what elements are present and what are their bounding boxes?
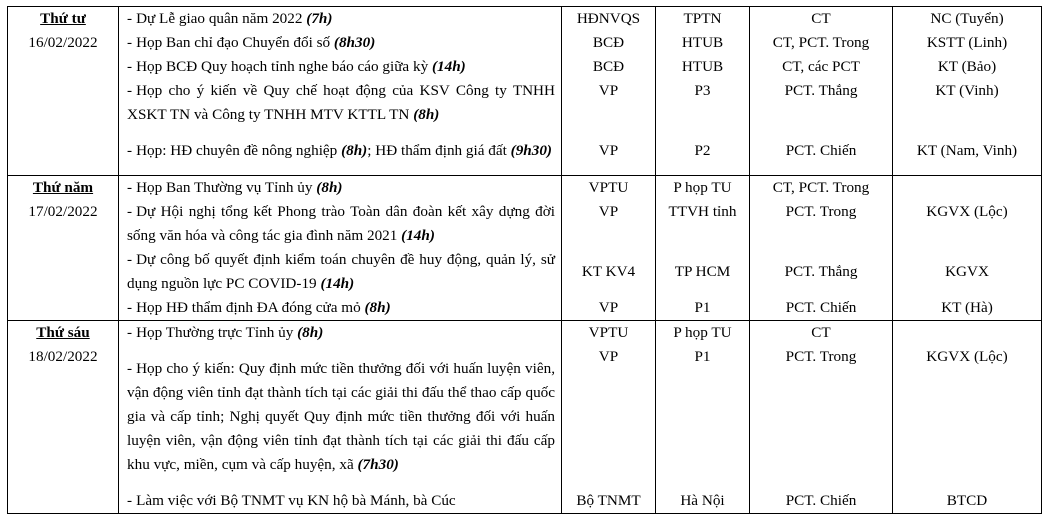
unit-value: KT KV4: [581, 263, 636, 280]
component-value: PCT. Chiến: [785, 299, 857, 316]
item-time: (14h): [431, 58, 466, 75]
content-cell: [119, 321, 562, 514]
item-time: (7h30): [357, 456, 399, 473]
item-text-2: ; HĐ thẩm định giá đất: [367, 142, 507, 159]
place-value: TTVH tỉnh: [668, 203, 737, 220]
item-time: (8h): [413, 106, 440, 123]
specialist-value: KGVX: [945, 263, 989, 280]
component-value: PCT. Chiến: [785, 492, 857, 509]
specialist-value: KT (Bảo): [937, 58, 997, 75]
place-cell: [656, 321, 750, 514]
specialist-cell: [893, 176, 1042, 321]
day-name: Thứ sáu: [36, 324, 90, 341]
item-time-2: (9h30): [510, 142, 552, 159]
day-row: [8, 321, 1042, 514]
unit-value: BCĐ: [592, 58, 625, 75]
schedule-item: - Họp: HĐ chuyên đề nông nghiệp (8h); HĐ thẩm định giá đất (9h30): [127, 142, 552, 159]
place-value: HTUB: [681, 34, 724, 51]
schedule-item: - Họp cho ý kiến: Quy định mức tiền thưởng đối với huấn luyện viên, vận động viên tỉnh đạt thành tích tại các giải thi đấu thể thao cấp quốc gia và cấp tỉnh; Nghị quyết Quy định mức tiền thưởng đối với huấn luyện viên, vận động viên tỉnh đạt thành tích tại các giải thi đấu cấp khu vực, miền, cụm và cấp huyện, xã (7h30): [127, 360, 555, 473]
schedule-item: - Họp HĐ thẩm định ĐA đóng cửa mỏ (8h): [127, 299, 391, 316]
unit-value: BCĐ: [592, 34, 625, 51]
specialist-value: KGVX (Lộc): [926, 348, 1008, 365]
unit-value: VP: [598, 348, 619, 365]
item-text: Làm việc với Bộ TNMT vụ KN hộ bà Mánh, bà Cúc: [136, 492, 456, 509]
weekly-schedule-table: [7, 6, 1042, 514]
place-value: P1: [694, 299, 711, 316]
place-value: P3: [694, 82, 711, 99]
component-value: CT, PCT. Trong: [772, 34, 870, 51]
item-text: Họp HĐ thẩm định ĐA đóng cửa mỏ: [136, 299, 361, 316]
place-value: P họp TU: [673, 324, 732, 341]
component-value: PCT. Trong: [785, 348, 857, 365]
place-value: TPTN: [683, 10, 722, 27]
component-value: PCT. Trong: [785, 203, 857, 220]
unit-value: HĐNVQS: [576, 10, 641, 27]
unit-value: VPTU: [588, 179, 629, 196]
unit-cell: [562, 176, 656, 321]
component-value: CT, các PCT: [782, 58, 860, 75]
item-time: (14h): [320, 275, 355, 292]
place-value: TP HCM: [674, 263, 731, 280]
specialist-value: BTCD: [946, 492, 988, 509]
day-name: Thứ tư: [40, 10, 86, 27]
day-row: [8, 7, 1042, 176]
item-time: (14h): [401, 227, 435, 244]
day-cell: [8, 321, 119, 514]
component-value: CT: [811, 324, 831, 341]
place-value: HTUB: [681, 58, 724, 75]
place-value: P họp TU: [673, 179, 732, 196]
specialist-value: KGVX (Lộc): [926, 203, 1008, 220]
item-time: (8h): [297, 324, 324, 341]
unit-value: Bộ TNMT: [576, 492, 641, 509]
specialist-value: KSTT (Linh): [926, 34, 1008, 51]
day-name: Thứ năm: [32, 179, 94, 196]
schedule-item: - Dự công bố quyết định kiểm toán chuyên đề huy động, quản lý, sử dụng nguồn lực PC COVID-19 (14h): [127, 251, 555, 292]
component-cell: [750, 7, 893, 176]
schedule-item: - Dự Lễ giao quân năm 2022 (7h): [127, 10, 333, 27]
item-time: (8h): [341, 142, 368, 159]
place-value: Hà Nội: [680, 492, 725, 509]
schedule-item: - Họp BCĐ Quy hoạch tỉnh nghe báo cáo giữa kỳ (14h): [127, 58, 466, 75]
specialist-value: KT (Nam, Vinh): [916, 142, 1018, 159]
component-value: PCT. Thắng: [784, 263, 858, 280]
schedule-item: - Làm việc với Bộ TNMT vụ KN hộ bà Mánh, bà Cúc: [127, 492, 456, 509]
unit-value: VP: [598, 82, 619, 99]
item-time: (8h30): [333, 34, 376, 51]
item-text: Họp Ban Thường vụ Tỉnh ủy: [136, 179, 313, 196]
day-date: 17/02/2022: [28, 203, 98, 220]
schedule-item: - Họp Ban Thường vụ Tỉnh ủy (8h): [127, 179, 343, 196]
day-date: 16/02/2022: [28, 34, 98, 51]
day-cell: [8, 7, 119, 176]
item-time: (8h): [364, 299, 391, 316]
specialist-cell: [893, 7, 1042, 176]
item-text: Dự Hội nghị tổng kết Phong trào Toàn dân đoàn kết xây dựng đời sống văn hóa và công tác gia đình năm 2021: [127, 203, 555, 244]
unit-value: VP: [598, 142, 619, 159]
schedule-item: - Họp Ban chỉ đạo Chuyển đổi số (8h30): [127, 34, 376, 51]
schedule-item: - Dự Hội nghị tổng kết Phong trào Toàn dân đoàn kết xây dựng đời sống văn hóa và công tác gia đình năm 2021 (14h): [127, 203, 555, 244]
specialist-value: [893, 176, 1041, 200]
item-text: Họp cho ý kiến về Quy chế hoạt động của KSV Công ty TNHH XSKT TN và Công ty TNHH MTV KTTL TN: [127, 82, 555, 123]
unit-value: VPTU: [588, 324, 629, 341]
component-cell: [750, 321, 893, 514]
content-cell: [119, 176, 562, 321]
unit-value: VP: [598, 203, 619, 220]
place-cell: [656, 176, 750, 321]
day-date: 18/02/2022: [28, 348, 98, 365]
specialist-value: KT (Vinh): [935, 82, 999, 99]
item-time: (7h): [306, 10, 333, 27]
item-text: Dự công bố quyết định kiểm toán chuyên đề huy động, quản lý, sử dụng nguồn lực PC COVID-19: [127, 251, 555, 292]
unit-cell: [562, 321, 656, 514]
specialist-value: KT (Hà): [941, 299, 993, 316]
item-text: Họp Ban chỉ đạo Chuyển đổi số: [136, 34, 331, 51]
component-value: PCT. Chiến: [785, 142, 857, 159]
content-cell: [119, 7, 562, 176]
place-cell: [656, 7, 750, 176]
unit-cell: [562, 7, 656, 176]
item-time: (8h): [316, 179, 343, 196]
schedule-item: - Họp cho ý kiến về Quy chế hoạt động của KSV Công ty TNHH XSKT TN và Công ty TNHH MTV KTTL TN (8h): [127, 82, 555, 123]
component-value: CT, PCT. Trong: [772, 179, 870, 196]
specialist-value: NC (Tuyển): [930, 10, 1004, 27]
item-text: Họp BCĐ Quy hoạch tỉnh nghe báo cáo giữa kỳ: [136, 58, 429, 75]
item-text: Họp: HĐ chuyên đề nông nghiệp: [136, 142, 338, 159]
component-cell: [750, 176, 893, 321]
item-text: Họp Thường trực Tỉnh ủy: [136, 324, 294, 341]
component-value: PCT. Thắng: [784, 82, 858, 99]
day-cell: [8, 176, 119, 321]
specialist-cell: [893, 321, 1042, 514]
place-value: P1: [694, 348, 711, 365]
day-row: [8, 176, 1042, 321]
item-text: Họp cho ý kiến: Quy định mức tiền thưởng đối với huấn luyện viên, vận động viên tỉnh đạt thành tích tại các giải thi đấu thể thao cấp quốc gia và cấp tỉnh; Nghị quyết Quy định mức tiền thưởng đối với huấn luyện viên, vận động viên tỉnh đạt thành tích tại các giải thi đấu cấp khu vực, miền, cụm và cấp huyện, xã: [127, 360, 555, 473]
item-text: Dự Lễ giao quân năm 2022: [136, 10, 303, 27]
specialist-value: [893, 321, 1041, 345]
schedule-item: - Họp Thường trực Tỉnh ủy (8h): [127, 324, 324, 341]
component-value: CT: [811, 10, 831, 27]
place-value: P2: [694, 142, 711, 159]
unit-value: VP: [598, 299, 619, 316]
